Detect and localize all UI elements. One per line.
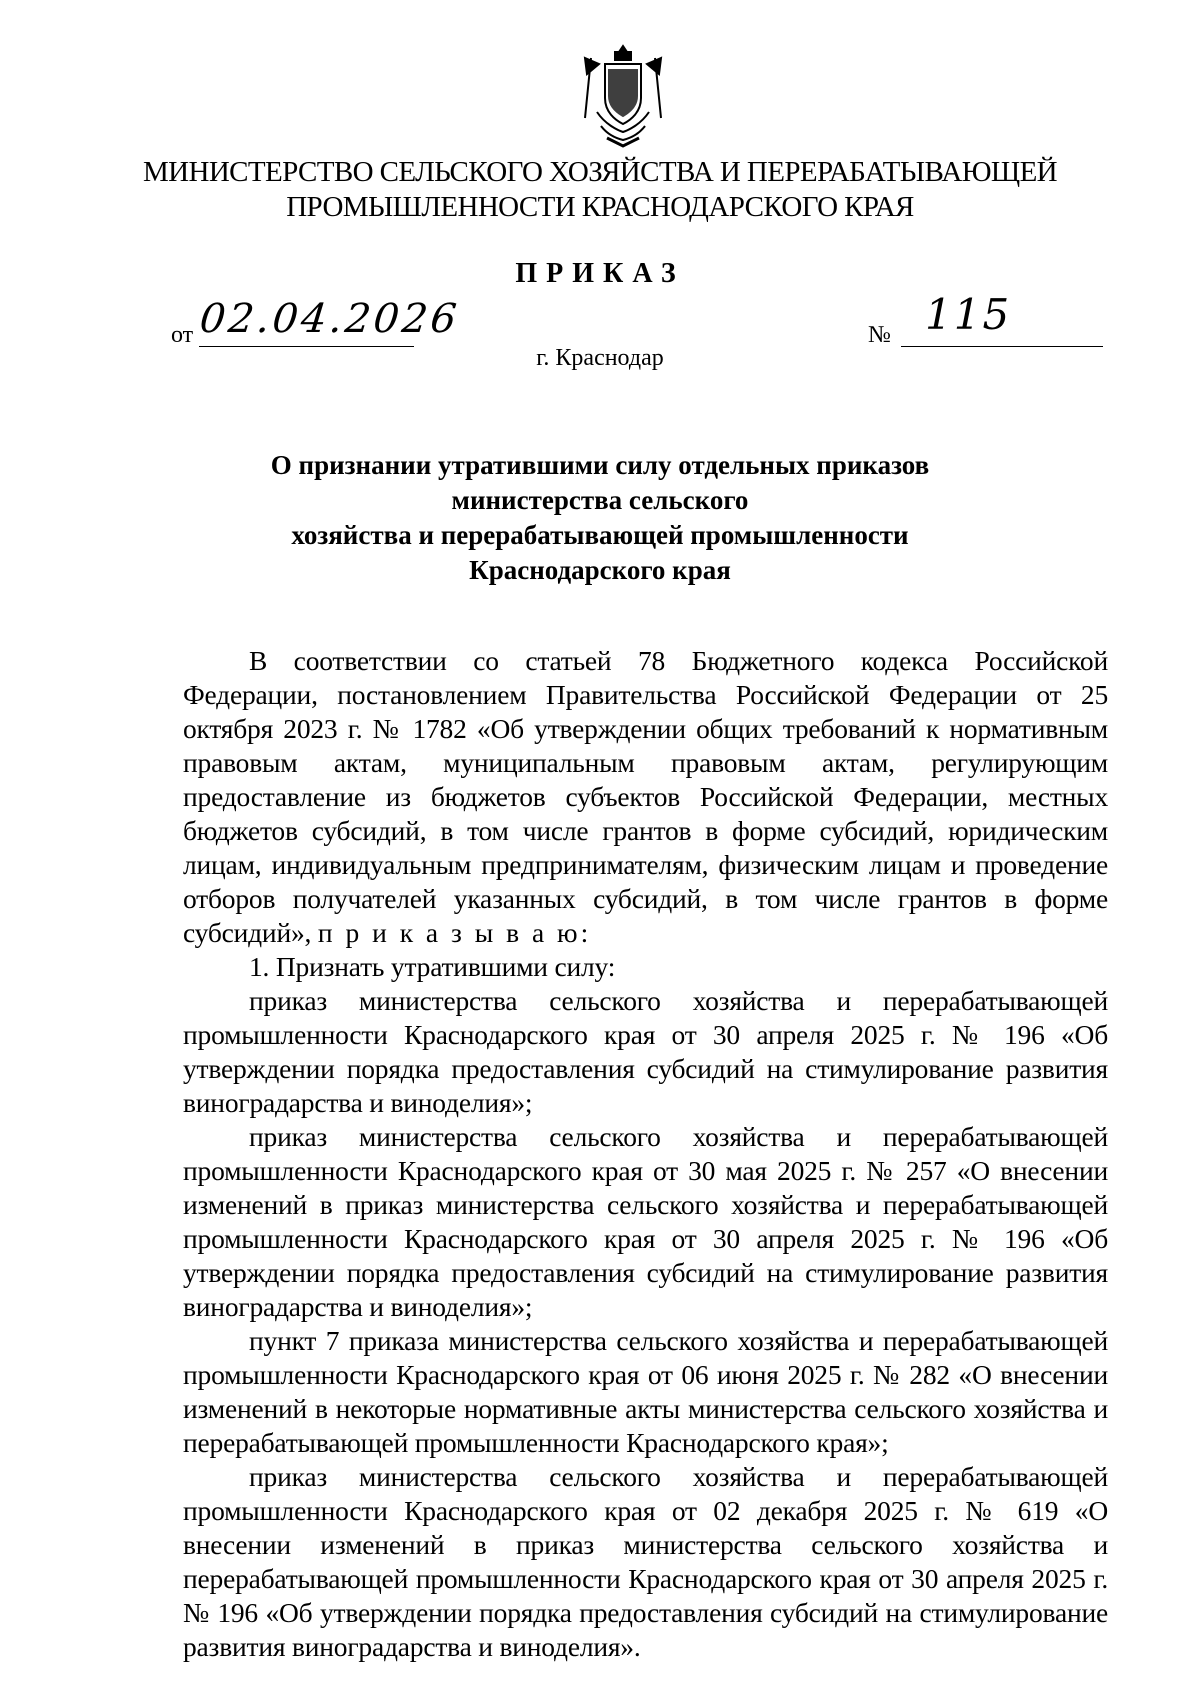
subject-line1: О признании утратившими силу отдельных приказов [270, 450, 930, 480]
city: г. Краснодар [536, 345, 664, 371]
date-label: от [171, 322, 194, 348]
order-subject-heading [0, 448, 1200, 588]
revoked-order-4: приказ министерства сельского хозяйства и перерабатывающей промышленности Краснодарского края от 02 декабря 2025 г. № 619 «О внесении изменений в приказ министерства сельского хозяйства и перерабатывающей промышленности Краснодарского края от 30 апреля 2025 г. № 196 «Об утверждении порядка предоставления субсидий на стимулирование развития виноградарства и виноделия». [183, 1461, 1108, 1662]
preamble-text: В соответствии со статьей 78 Бюджетного кодекса Российской Федерации, постановлением Правительства Российской Федерации от 25 октября 2023 г. № 1782 «Об утверждении общих требований к нормативным правовым актам, муниципальным правовым актам, регулирующим предоставление из бюджетов субъектов Российской Федерации, местных бюджетов субсидий, в том числе грантов в форме субсидий, юридическим лицам, индивидуальным предпринимателям, физическим лицам и проведение отборов получателей указанных субсидий, в том числе грантов в форме субсидий», [183, 645, 1108, 948]
ministry-name-line2: ПРОМЫШЛЕННОСТИ КРАСНОДАРСКОГО КРАЯ [286, 191, 914, 223]
subject-line2: министерства сельского [451, 485, 749, 515]
ministry-name-line1: МИНИСТЕРСТВО СЕЛЬСКОГО ХОЗЯЙСТВА И ПЕРЕРАБАТЫВАЮЩЕЙ [142, 156, 1058, 188]
revoked-order-3: пункт 7 приказа министерства сельского хозяйства и перерабатывающей промышленности Краснодарского края от 06 июня 2025 г. № 282 «О внесении изменений в некоторые нормативные акты министерства сельского хозяйства и перерабатывающей промышленности Краснодарского края»; [183, 1325, 1108, 1458]
document-body [183, 644, 1108, 1664]
subject-line3: хозяйства и перерабатывающей промышленности [291, 520, 909, 550]
preamble-paragraph [183, 644, 1108, 950]
item-1-heading: 1. Признать утратившими силу: [249, 951, 616, 982]
revoked-order-1: приказ министерства сельского хозяйства и перерабатывающей промышленности Краснодарского края от 30 апреля 2025 г. № 196 «Об утверждении порядка предоставления субсидий на стимулирование развития виноградарства и виноделия»; [183, 985, 1108, 1118]
document-type-title: ПРИКАЗ [515, 258, 685, 289]
ministry-name [0, 155, 1200, 225]
handwritten-number: 115 [925, 290, 1012, 339]
handwritten-date: 02.04.2026 [197, 296, 462, 342]
order-word: п р и к а з ы в а ю: [317, 917, 592, 948]
coat-of-arms-icon [577, 42, 669, 150]
number-label: № [868, 322, 891, 348]
revoked-order-2: приказ министерства сельского хозяйства и перерабатывающей промышленности Краснодарского края от 30 мая 2025 г. № 257 «О внесении изменений в приказ министерства сельского хозяйства и перерабатывающей промышленности Краснодарского края от 30 апреля 2025 г. № 196 «Об утверждении порядка предоставления субсидий на стимулирование развития виноградарства и виноделия»; [183, 1121, 1108, 1322]
subject-line4: Краснодарского края [469, 555, 731, 585]
